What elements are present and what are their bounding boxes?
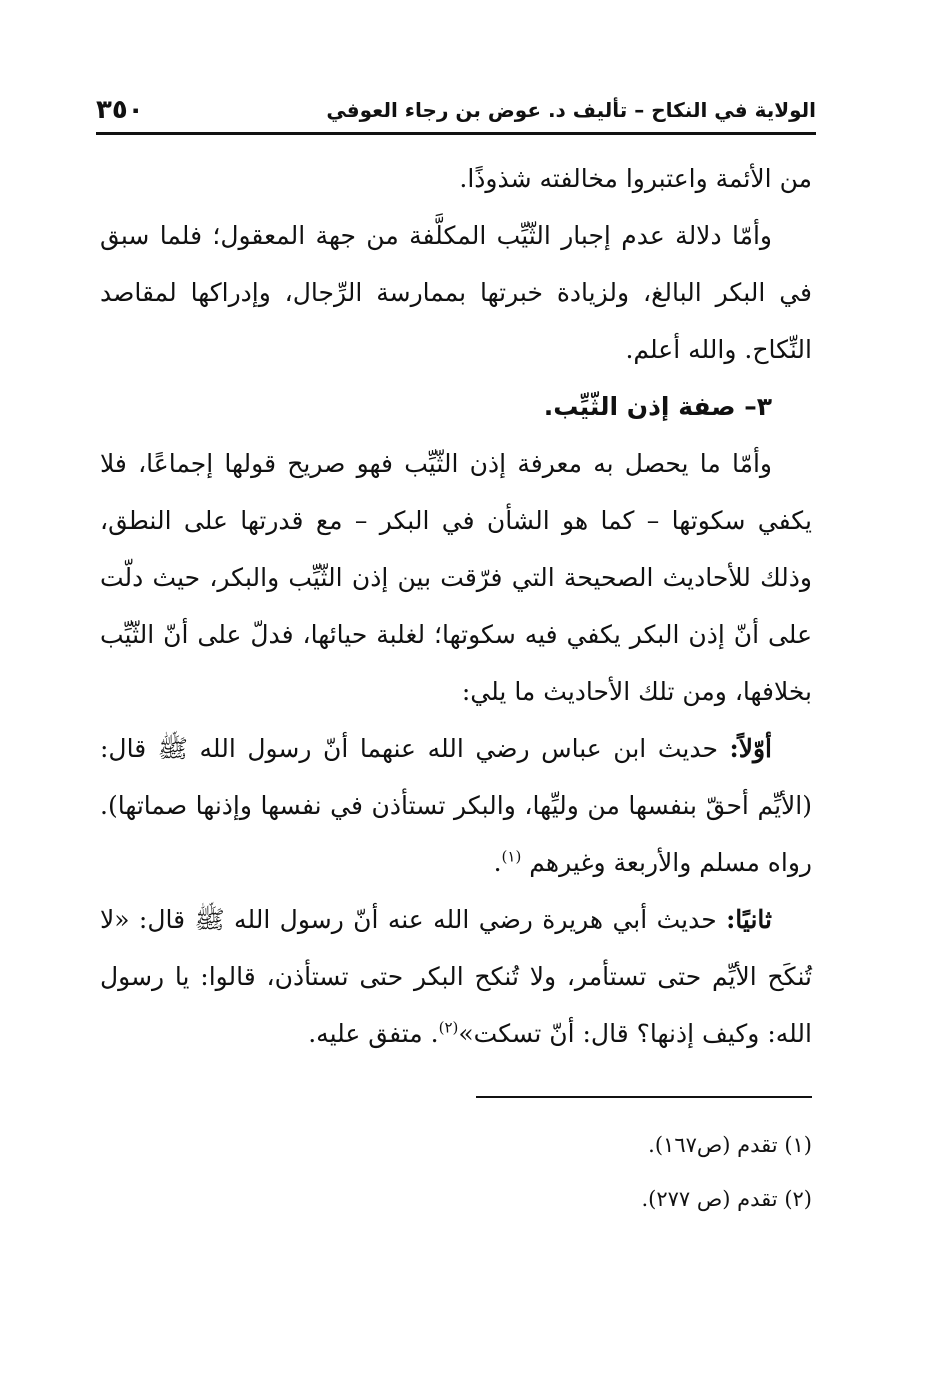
hadith-1 bbox=[100, 720, 812, 891]
paragraph-3 bbox=[100, 435, 812, 720]
footnote-2: (٢) تقدم (ص ٢٧٧). bbox=[641, 1187, 812, 1211]
footnote-reference[interactable]: (٢) bbox=[438, 1018, 459, 1037]
hadith-lead: أوّلاً: bbox=[729, 734, 772, 763]
page-number: ٣٥٠ bbox=[96, 95, 144, 125]
paragraph-2 bbox=[100, 207, 812, 378]
footnote-divider bbox=[476, 1096, 812, 1098]
footnote-1: (١) تقدم (ص١٦٧). bbox=[648, 1133, 812, 1157]
page-header bbox=[96, 92, 816, 128]
hadith-2 bbox=[100, 891, 812, 1062]
paragraph-text: وأمّا ما يحصل به معرفة إذن الثّيِّب فهو صريح قولها إجماعًا، فلا يكفي سكوتها – كما هو الشأن في البكر – مع قدرتها على النطق، وذلك للأحاديث الصحيحة التي فرّقت بين إذن الثّيِّب والبكر، حيث دلّت على أنّ إذن البكر يكفي فيه سكوتها؛ لغلبة حيائها، فدلّ على أنّ الثّيِّب بخلافها، ومن تلك الأحاديث ما يلي: bbox=[100, 449, 812, 706]
footnote-reference[interactable]: (١) bbox=[501, 847, 522, 866]
running-title: الولاية في النكاح – تأليف د. عوض بن رجاء العوفي bbox=[326, 98, 816, 122]
hadith-lead: ثانيًا: bbox=[726, 905, 772, 934]
heading-text: ٣– صفة إذن الثّيِّب. bbox=[543, 392, 772, 421]
hadith-tail: . bbox=[493, 848, 502, 877]
footnotes bbox=[420, 1118, 812, 1226]
header-divider bbox=[96, 132, 816, 135]
paragraph-1 bbox=[100, 150, 812, 207]
hadith-text: حديث ابن عباس رضي الله عنهما أنّ رسول الله ﷺ قال: (الأيِّم أحقّ بنفسها من وليِّها، والبكر تستأذن في نفسها وإذنها صماتها). رواه مسلم والأربعة وغيرهم bbox=[100, 734, 812, 877]
paragraph-text: وأمّا دلالة عدم إجبار الثّيِّب المكلَّفة من جهة المعقول؛ فلما سبق في البكر البالغ، ولزيادة خبرتها بممارسة الرِّجال، وإدراكها لمقاصد النِّكاح. والله أعلم. bbox=[100, 221, 812, 364]
section-heading bbox=[100, 378, 812, 435]
hadith-tail: . متفق عليه. bbox=[308, 1019, 439, 1048]
hadith-text: حديث أبي هريرة رضي الله عنه أنّ رسول الله ﷺ قال: «لا تُنكَح الأيِّم حتى تستأمر، ولا تُنكح البكر حتى تستأذن، قالوا: يا رسول الله: وكيف إذنها؟ قال: أنّ تسكت» bbox=[100, 905, 812, 1048]
paragraph-text: من الأئمة واعتبروا مخالفته شذوذًا. bbox=[459, 164, 812, 193]
main-text bbox=[100, 150, 812, 1062]
